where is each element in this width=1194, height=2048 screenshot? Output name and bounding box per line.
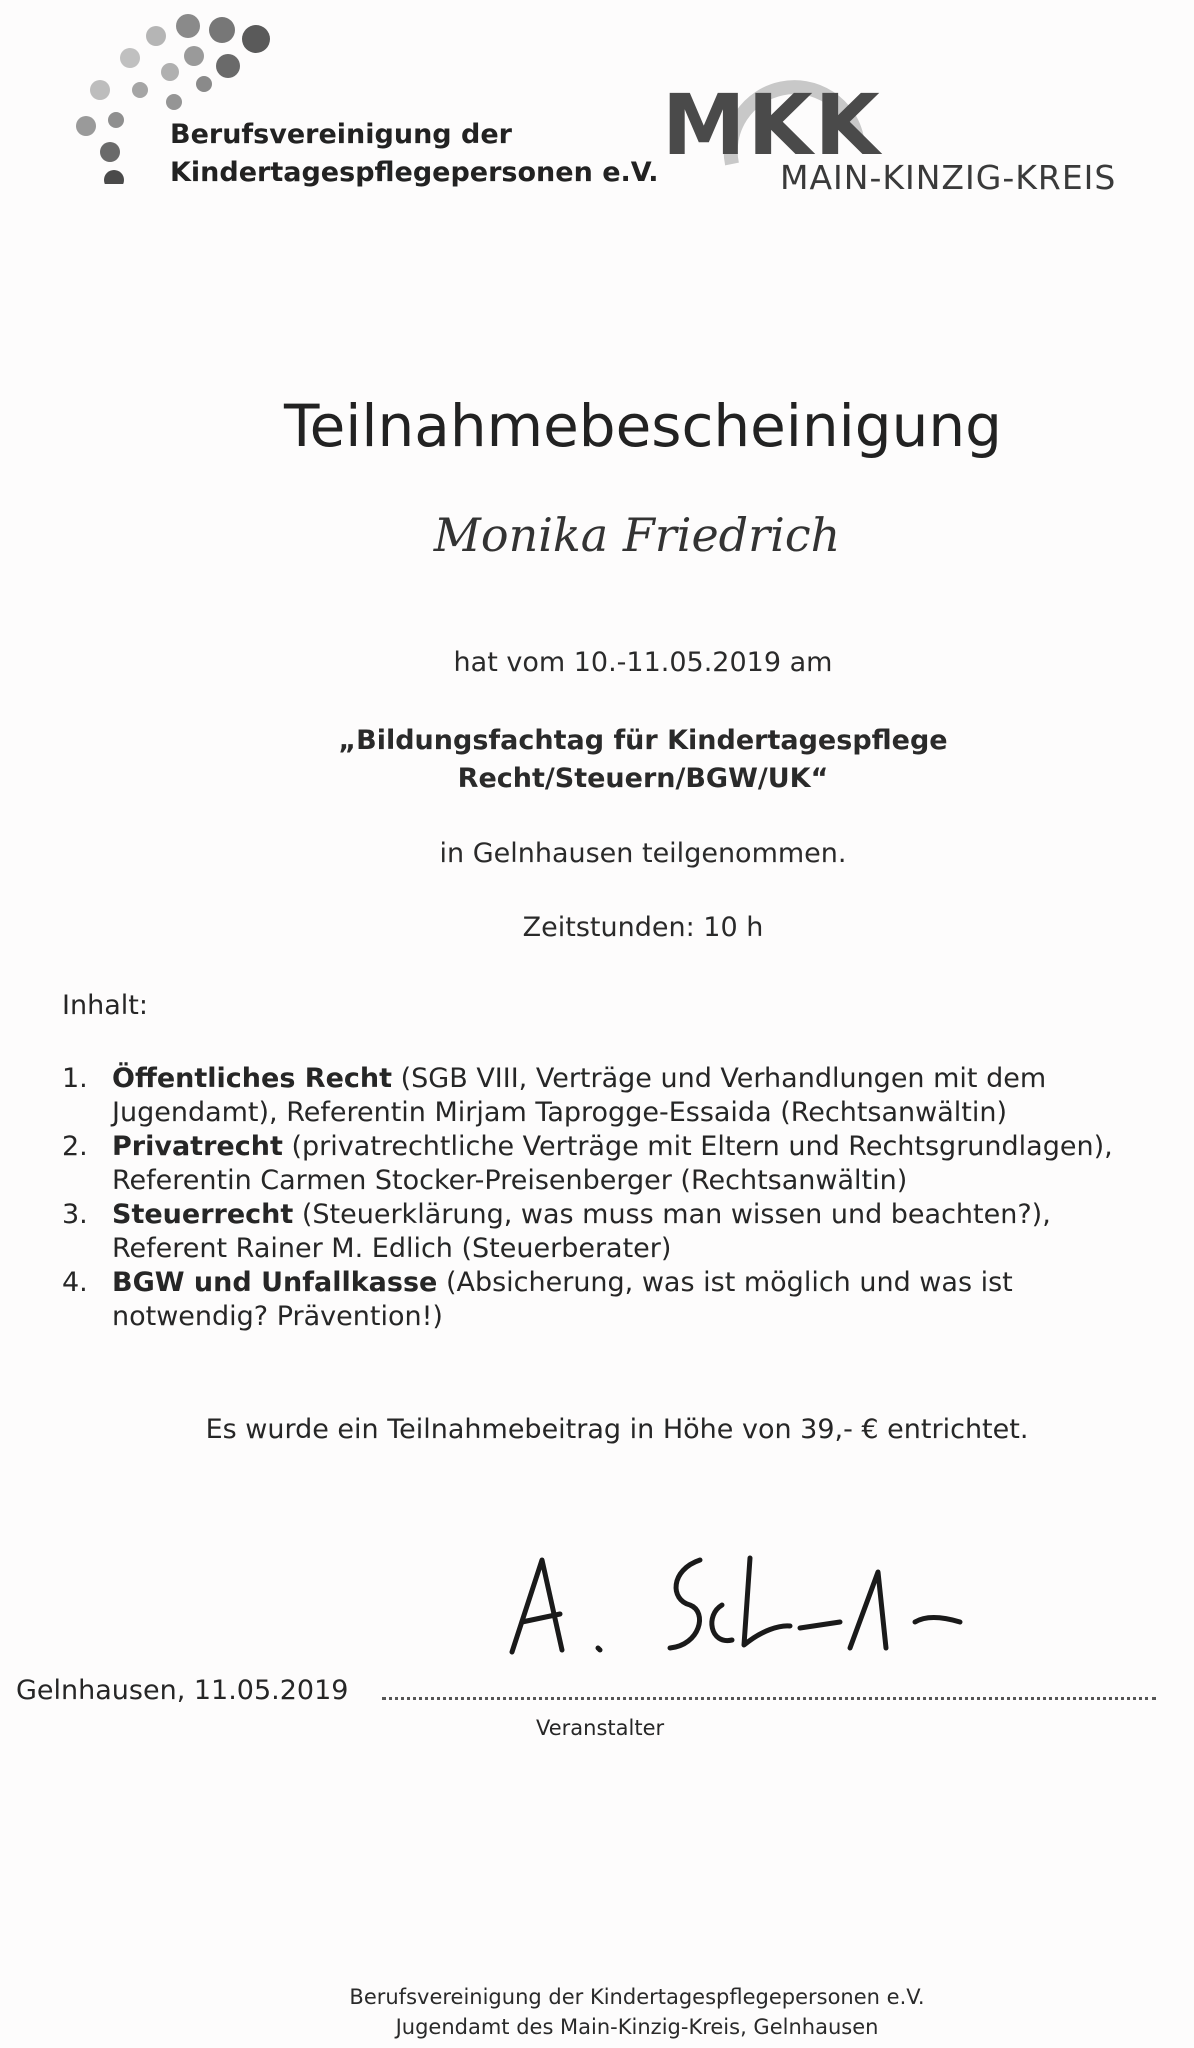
course-title-line1: „Bildungsfachtag für Kindertagespflege <box>338 725 948 756</box>
list-item-number: 2. <box>62 1131 88 1162</box>
list-item-text: (Absicherung, was ist möglich und was ist notwendig? Prävention!) <box>112 1267 1013 1332</box>
list-item <box>62 1130 1162 1198</box>
list-item-heading: BGW und Unfallkasse <box>112 1267 438 1298</box>
list-item-number: 3. <box>62 1199 88 1230</box>
list-item-heading: Öffentliches Recht <box>112 1063 393 1094</box>
organization-name <box>170 116 658 192</box>
mkk-logo-letters: MKK <box>662 76 882 174</box>
footer-line1: Berufsvereinigung der Kindertagespflegepersonen e.V. <box>349 1985 925 2009</box>
footer-line2: Jugendamt des Main-Kinzig-Kreis, Gelnhausen <box>395 2015 879 2039</box>
list-item-number: 4. <box>62 1267 88 1298</box>
place-line: in Gelnhausen teilgenommen. <box>439 838 847 869</box>
list-item <box>62 1062 1162 1130</box>
handwritten-signature <box>500 1530 970 1680</box>
signature-role: Veranstalter <box>536 1716 665 1740</box>
organization-name-line2: Kindertagespflegepersonen e.V. <box>170 157 659 188</box>
participant-name: Monika Friedrich <box>433 508 841 562</box>
list-item-text: (privatrechtliche Verträge mit Eltern und Rechtsgrundlagen), Referentin Carmen Stocker-Preisenberger (Rechtsanwältin) <box>112 1131 1113 1196</box>
list-item <box>62 1198 1162 1266</box>
list-item <box>62 1266 1162 1334</box>
list-item-heading: Privatrecht <box>112 1131 283 1162</box>
list-item-text: (SGB VIII, Verträge und Verhandlungen mit dem Jugendamt), Referentin Mirjam Taprogge-Essaida (Rechtsanwältin) <box>112 1063 1047 1128</box>
contents-label: Inhalt: <box>62 990 148 1021</box>
hours-line: Zeitstunden: 10 h <box>522 912 764 943</box>
mkk-logo-subtitle: MAIN-KINZIG-KREIS <box>780 158 1117 197</box>
list-item-text: (Steuerklärung, was muss man wissen und beachten?), Referent Rainer M. Edlich (Steuerberater) <box>112 1199 1051 1264</box>
place-and-date: Gelnhausen, 11.05.2019 <box>16 1675 349 1706</box>
course-title-line2: Recht/Steuern/BGW/UK“ <box>457 763 829 794</box>
organization-name-line1: Berufsvereinigung der <box>170 119 512 150</box>
page-title: Teilnahmebescheinigung <box>284 392 1002 460</box>
list-item-number: 1. <box>62 1063 88 1094</box>
contents-list <box>62 1062 1162 1334</box>
footer <box>0 1982 1194 2042</box>
fee-line: Es wurde ein Teilnahmebeitrag in Höhe von 39,- € entrichtet. <box>205 1414 1029 1445</box>
list-item-heading: Steuerrecht <box>112 1199 294 1230</box>
signature-line <box>382 1697 1156 1700</box>
course-title <box>0 722 1194 798</box>
date-line: hat vom 10.-11.05.2019 am <box>453 647 833 678</box>
